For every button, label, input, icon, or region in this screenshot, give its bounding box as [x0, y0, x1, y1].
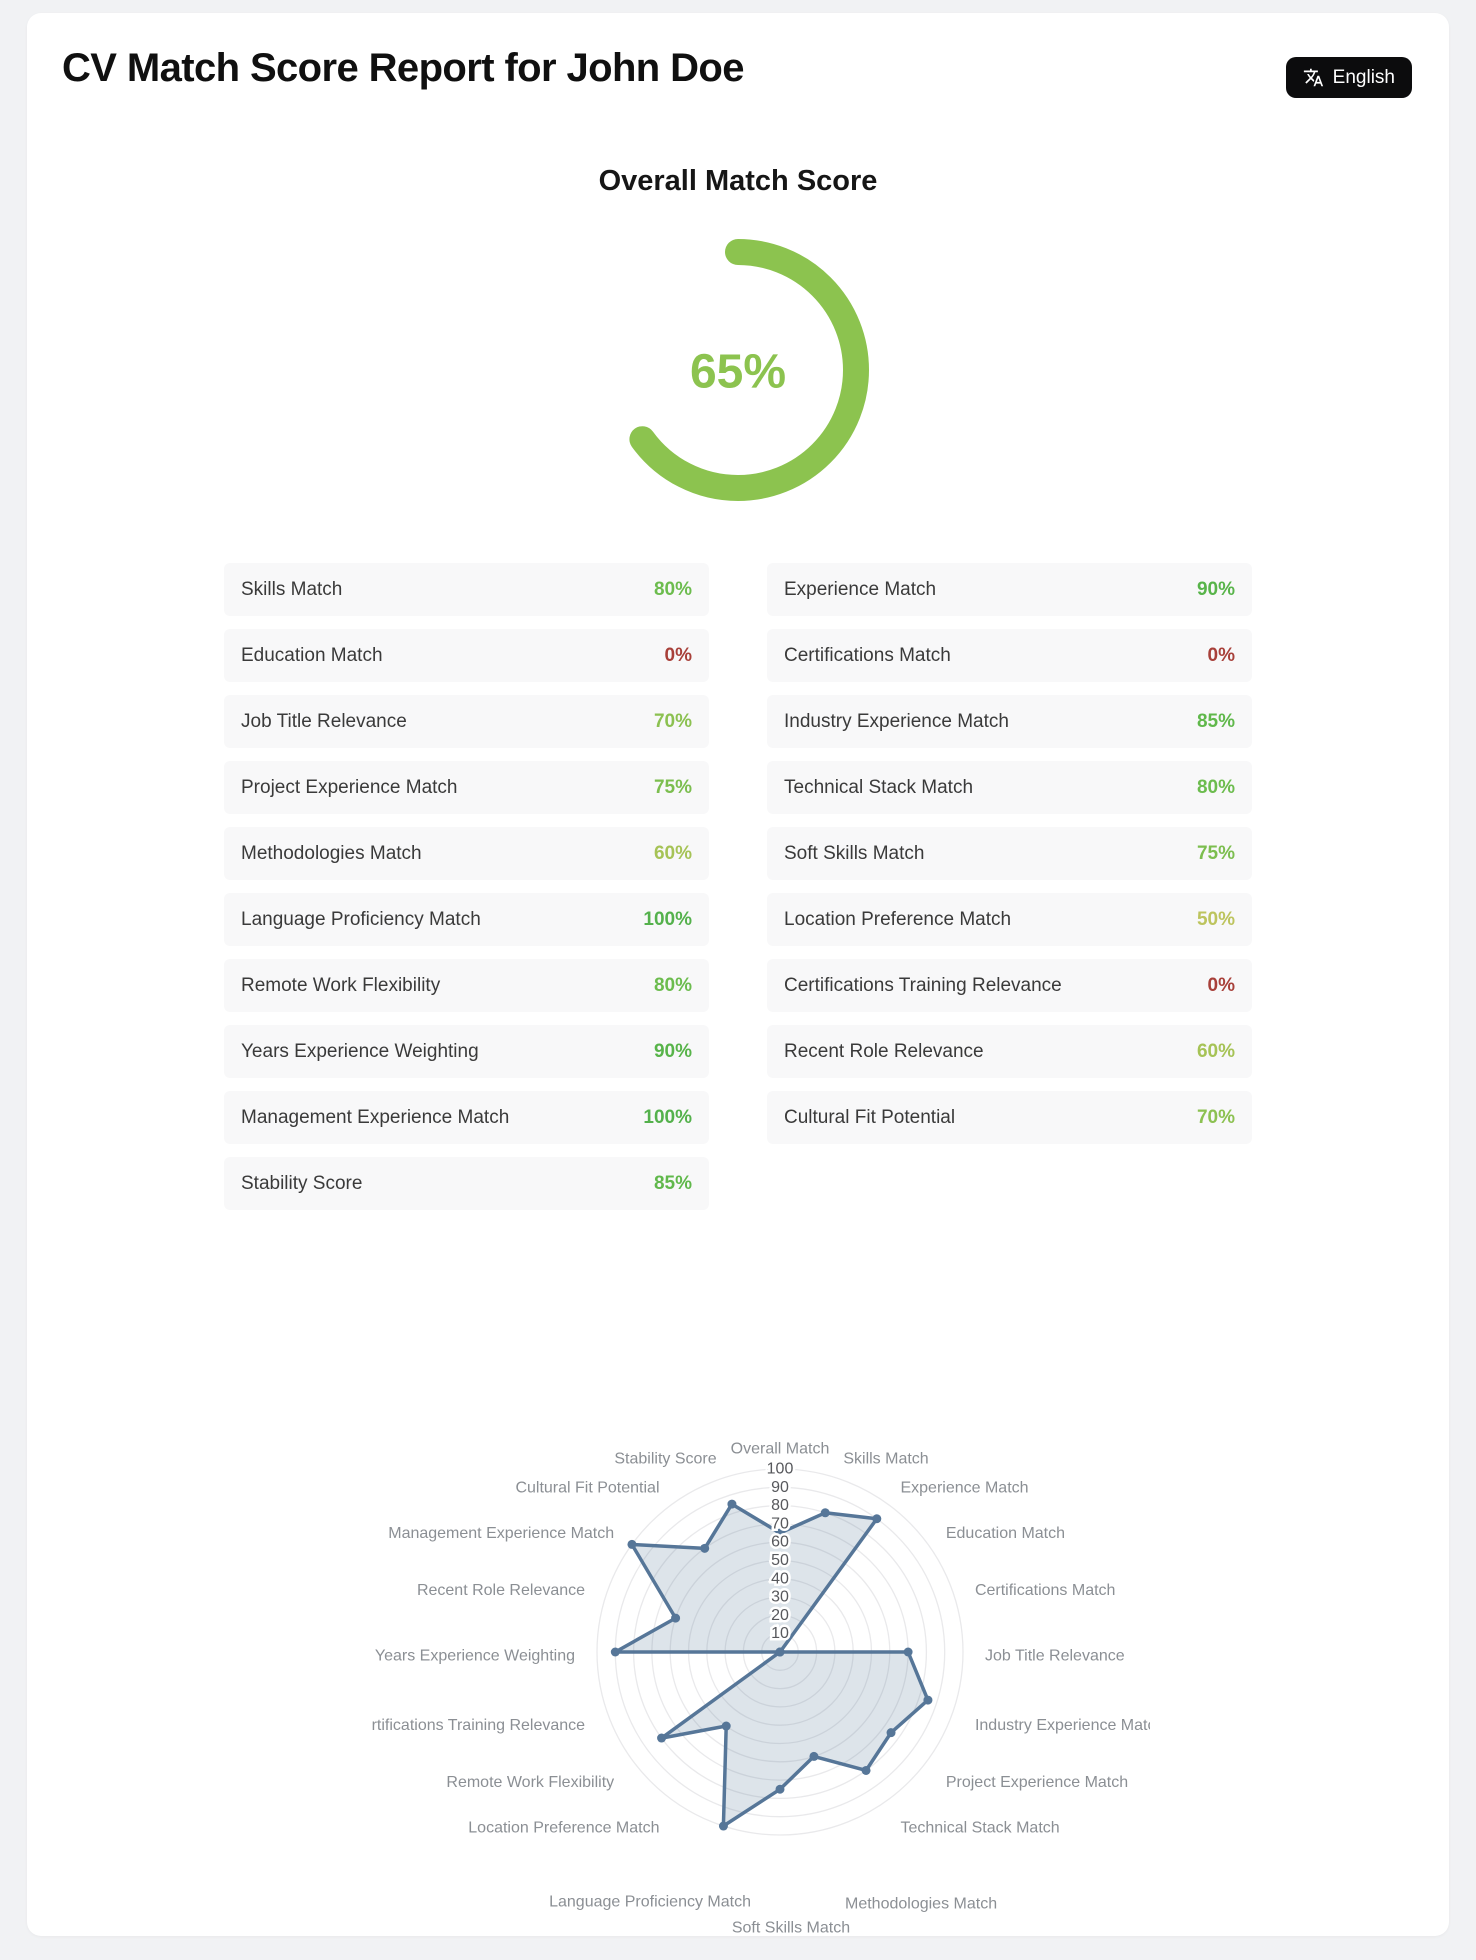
score-row	[224, 695, 709, 748]
svg-text:50: 50	[771, 1552, 789, 1569]
score-value: 80%	[653, 974, 692, 996]
score-column-left	[224, 563, 709, 1223]
score-label: Industry Experience Match	[784, 710, 1009, 732]
svg-text:ertifications Training Relevan: ertifications Training Relevance	[371, 1716, 586, 1734]
svg-text:Certifications Match: Certifications Match	[974, 1582, 1116, 1600]
score-value: 90%	[1196, 578, 1235, 600]
score-label: Experience Match	[784, 578, 937, 600]
svg-text:Years Experience Weighting: Years Experience Weighting	[374, 1647, 575, 1665]
svg-text:70: 70	[771, 1515, 789, 1533]
score-column-right	[767, 563, 1252, 1223]
score-row	[767, 1025, 1252, 1078]
score-row	[224, 959, 709, 1012]
score-label: Soft Skills Match	[784, 842, 925, 864]
score-value: 60%	[653, 842, 692, 864]
score-row	[224, 1157, 709, 1210]
svg-text:100: 100	[766, 1460, 794, 1478]
score-value: 80%	[653, 578, 692, 600]
score-value: 70%	[653, 710, 692, 732]
score-grid	[224, 563, 1252, 1223]
translate-icon	[1303, 67, 1324, 88]
score-row	[767, 893, 1252, 946]
svg-text:Location Preference Match: Location Preference Match	[468, 1819, 660, 1837]
score-row	[767, 629, 1252, 682]
svg-text:Skills Match: Skills Match	[843, 1450, 929, 1468]
gauge-section	[27, 239, 1449, 501]
score-label: Job Title Relevance	[241, 710, 407, 732]
svg-text:Overall Match: Overall Match	[730, 1440, 830, 1458]
svg-text:Language Proficiency Match: Language Proficiency Match	[549, 1893, 751, 1911]
score-row	[767, 761, 1252, 814]
radar-chart	[371, 1417, 1150, 1955]
score-row	[767, 695, 1252, 748]
svg-text:Recent Role Relevance: Recent Role Relevance	[416, 1582, 586, 1600]
gauge-value: 65%	[689, 345, 787, 399]
score-value: 85%	[1196, 710, 1235, 732]
score-label: Methodologies Match	[241, 842, 422, 864]
score-value: 0%	[1207, 974, 1235, 996]
score-label: Project Experience Match	[241, 776, 458, 798]
score-label: Recent Role Relevance	[784, 1040, 984, 1062]
score-row	[767, 1091, 1252, 1144]
score-label: Language Proficiency Match	[241, 908, 481, 930]
svg-text:Management Experience Match: Management Experience Match	[388, 1525, 615, 1543]
svg-text:Cultural Fit Potential: Cultural Fit Potential	[515, 1479, 660, 1497]
language-button-label: English	[1332, 66, 1395, 88]
svg-text:Methodologies Match: Methodologies Match	[845, 1895, 998, 1913]
score-label: Years Experience Weighting	[241, 1040, 479, 1062]
score-row	[224, 1091, 709, 1144]
score-label: Remote Work Flexibility	[241, 974, 441, 996]
score-label: Cultural Fit Potential	[784, 1106, 956, 1128]
score-value: 100%	[643, 908, 692, 930]
svg-text:Project Experience Match: Project Experience Match	[945, 1773, 1129, 1791]
score-row	[224, 563, 709, 616]
score-row	[224, 893, 709, 946]
page-title: CV Match Score Report for John Doe	[62, 46, 744, 90]
score-label: Technical Stack Match	[784, 776, 974, 798]
svg-text:40: 40	[771, 1570, 789, 1588]
score-value: 0%	[1207, 644, 1235, 666]
header	[27, 13, 1449, 98]
report-card	[27, 13, 1449, 1936]
score-label: Education Match	[241, 644, 383, 666]
svg-text:Education Match: Education Match	[945, 1525, 1066, 1543]
radar-section	[371, 1417, 1150, 1955]
score-value: 75%	[653, 776, 692, 798]
score-row	[767, 827, 1252, 880]
svg-text:60: 60	[771, 1533, 789, 1551]
section-title: Overall Match Score	[598, 165, 878, 197]
score-label: Certifications Match	[784, 644, 951, 666]
score-label: Skills Match	[241, 578, 343, 600]
svg-text:80: 80	[771, 1497, 789, 1515]
score-value: 85%	[653, 1172, 692, 1194]
score-value: 80%	[1196, 776, 1235, 798]
svg-text:Job Title Relevance: Job Title Relevance	[985, 1647, 1125, 1665]
score-value: 75%	[1196, 842, 1235, 864]
score-row	[767, 959, 1252, 1012]
svg-text:Experience Match: Experience Match	[900, 1479, 1029, 1497]
score-value: 0%	[664, 644, 692, 666]
score-row	[224, 1025, 709, 1078]
score-label: Certifications Training Relevance	[784, 974, 1062, 996]
svg-text:Technical Stack Match: Technical Stack Match	[900, 1819, 1060, 1837]
score-label: Stability Score	[241, 1172, 363, 1194]
score-label: Management Experience Match	[241, 1106, 510, 1128]
svg-text:Stability Score: Stability Score	[614, 1450, 717, 1468]
score-value: 70%	[1196, 1106, 1235, 1128]
language-button[interactable]	[1286, 57, 1412, 98]
score-row	[224, 827, 709, 880]
svg-text:Soft Skills Match: Soft Skills Match	[731, 1919, 851, 1937]
svg-text:10: 10	[771, 1625, 789, 1643]
score-row	[224, 629, 709, 682]
svg-text:Industry Experience Matc: Industry Experience Matc	[974, 1716, 1150, 1734]
svg-text:Remote Work Flexibility: Remote Work Flexibility	[446, 1773, 615, 1791]
score-label: Location Preference Match	[784, 908, 1012, 930]
score-value: 60%	[1196, 1040, 1235, 1062]
svg-text:30: 30	[771, 1588, 789, 1606]
score-value: 90%	[653, 1040, 692, 1062]
svg-text:20: 20	[771, 1606, 789, 1624]
score-row	[224, 761, 709, 814]
svg-text:90: 90	[771, 1478, 789, 1496]
score-value: 100%	[643, 1106, 692, 1128]
gauge-chart	[607, 239, 869, 501]
score-row	[767, 563, 1252, 616]
score-value: 50%	[1196, 908, 1235, 930]
